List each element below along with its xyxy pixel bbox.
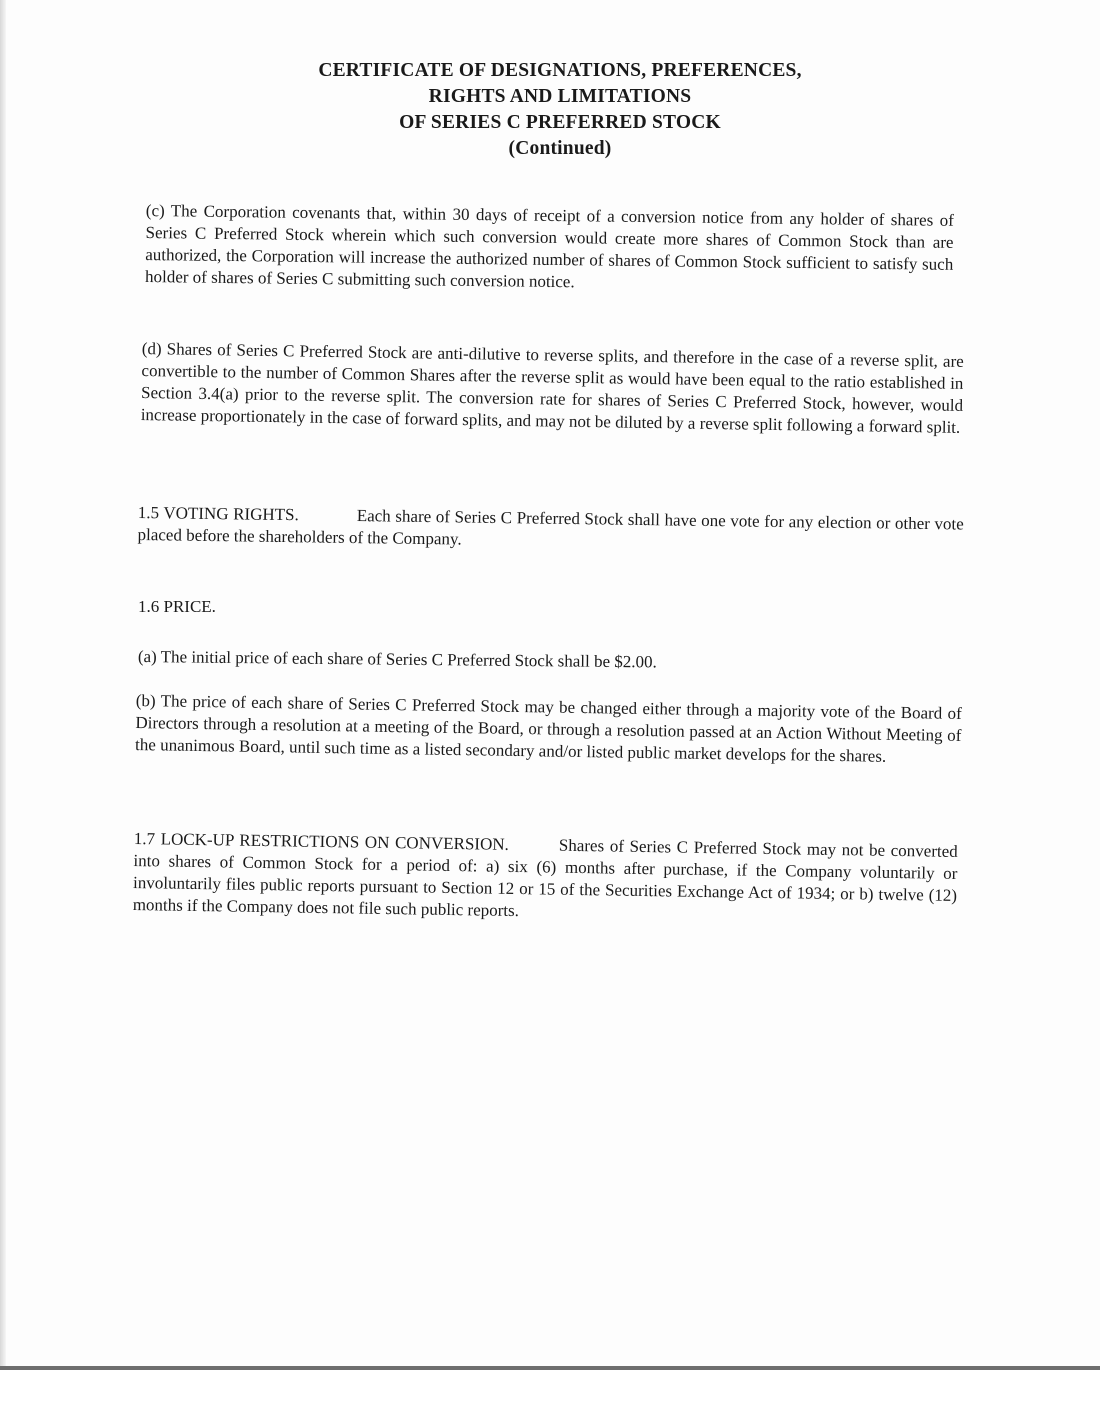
title-line-2: RIGHTS AND LIMITATIONS bbox=[428, 86, 692, 107]
section-lock-up-restrictions bbox=[133, 828, 958, 929]
scan-margin bbox=[0, 1370, 1100, 1424]
section-heading-price: 1.6 PRICE. bbox=[138, 597, 216, 616]
paragraph-d: (d) Shares of Series C Preferred Stock are anti-dilutive to reverse splits, and therefore in the case of a reverse split, are convertible to the number of Common Shares after the reverse split as would have been equal to the ratio established in Section 3.4(a) prior to the reverse split. The conversion rate for shares of Series C Preferred Stock, however, would increase proportionately in the case of forward splits, and may not be diluted by a reverse split following a forward split. bbox=[140, 338, 964, 437]
section-body-voting-rights: Each share of Series C Preferred Stock shall have one vote for any election or other vote placed before the shareholders of the Company. bbox=[137, 506, 964, 549]
paragraph-price-b: (b) The price of each share of Series C Preferred Stock may be changed either through a majority vote of the Board of Directors through a resolution at a meeting of the Board, or through a resolution passed at an Action Without Meeting of the unanimous Board, until such time as a listed secondary and/or listed public market develops for the shares. bbox=[134, 690, 962, 766]
title-line-4: (Continued) bbox=[508, 138, 612, 159]
scan-edge bbox=[0, 0, 6, 1424]
document-title bbox=[250, 58, 870, 162]
section-heading-lock-up: 1.7 LOCK-UP RESTRICTIONS ON CONVERSION. bbox=[133, 828, 510, 854]
paragraph-price-a: (a) The initial price of each share of Series C Preferred Stock shall be $2.00. bbox=[137, 646, 657, 672]
title-line-3: OF SERIES C PREFERRED STOCK bbox=[399, 112, 721, 133]
section-voting-rights bbox=[137, 502, 964, 558]
paragraph-c: (c) The Corporation covenants that, within 30 days of receipt of a conversion notice from any holder of shares of Series C Preferred Stock wherein which such conversion would create more shares of Common Stock than are authorized, the Corporation will increase the authorized number of shares of Common Stock sufficient to satisfy such holder of shares of Series C submitting such conversion notice. bbox=[144, 200, 954, 292]
section-body-lock-up: Shares of Series C Preferred Stock may not be converted into shares of Common Stock for a period of: a) six (6) months after purchase, if the Company voluntarily or involuntarily files public reports pursuant to Section 12 or 15 of the Securities Exchange Act of 1934; or b) twelve (12) months if the Company does not file such public reports. bbox=[132, 835, 958, 921]
section-heading-voting-rights: 1.5 VOTING RIGHTS. bbox=[137, 502, 299, 525]
title-line-1: CERTIFICATE OF DESIGNATIONS, PREFERENCES, bbox=[318, 60, 802, 81]
